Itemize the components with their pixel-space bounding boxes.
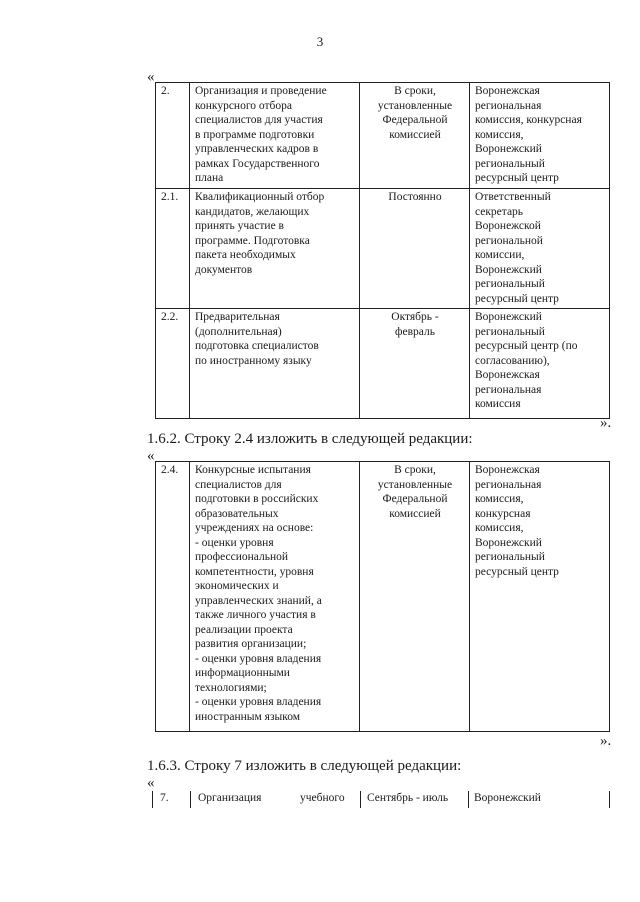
close-quote: ».: [600, 415, 612, 431]
term-cell: [360, 309, 470, 419]
cell-line: также личного участия в: [195, 609, 316, 621]
cell-line: региональный: [475, 551, 545, 563]
cell-line: Ответственный: [475, 191, 551, 203]
activity-right: учебного: [300, 792, 345, 804]
cell-line: установленные: [377, 478, 453, 491]
close-quote: ».: [600, 733, 612, 749]
cell-line: Воронежский: [475, 311, 542, 323]
cell-line: Воронежская: [475, 369, 540, 381]
table-row-2-4: [155, 461, 610, 732]
row-number: 2.2.: [156, 309, 190, 419]
activity-left: Организация: [198, 792, 262, 804]
cell-line: специалистов для: [195, 478, 282, 491]
cell-line: конкурсная: [475, 507, 531, 520]
responsible-cell: [470, 83, 610, 189]
responsible-cell: [470, 462, 610, 732]
cell-line: конкурсного отбора: [195, 99, 292, 112]
cell-line: региональная: [475, 383, 542, 396]
cell-line: Конкурсные испытания: [195, 464, 311, 476]
table-row: [156, 309, 610, 419]
cell-line: Воронежский: [475, 143, 542, 155]
cell-line: (дополнительная): [195, 325, 282, 338]
cell-line: учреждениях на основе:: [195, 522, 314, 534]
cell-line: информационными: [195, 667, 290, 679]
cell-line: региональной: [475, 234, 543, 247]
cell-line: - оценки уровня владения: [195, 652, 322, 665]
table-rows-2-2.2: [155, 82, 610, 419]
cell-line: ресурсный центр: [475, 172, 559, 184]
cell-line: реализации проекта: [195, 623, 293, 636]
activity-cell: [190, 83, 360, 189]
open-quote: «: [147, 69, 155, 85]
page-number: 3: [316, 34, 324, 49]
cell-line: комиссии,: [475, 249, 525, 261]
cell-line: управленческих знаний, а: [195, 594, 322, 607]
open-quote: «: [147, 448, 155, 464]
table-row: [156, 189, 610, 309]
cell-line: комиссией: [389, 128, 441, 141]
cell-line: иностранным языком: [195, 710, 301, 723]
row-number: 7.: [160, 792, 169, 804]
cell-line: Квалификационный отбор: [195, 191, 325, 203]
cell-line: ресурсный центр: [475, 565, 559, 578]
cell-line: развития организации;: [195, 638, 307, 650]
cell-line: рамках Государственного: [195, 157, 320, 170]
cell-line: профессиональной: [195, 551, 289, 563]
cell-line: комиссия,: [475, 128, 524, 141]
cell-line: Воронежская: [475, 85, 540, 97]
activity-cell: [190, 189, 360, 309]
row-number: 2.: [156, 83, 190, 189]
term-cell: [360, 83, 470, 189]
cell-line: плана: [195, 172, 224, 184]
term-cell: Сентябрь - июль: [367, 792, 449, 804]
term-cell: [360, 189, 470, 309]
responsible-cell: [470, 309, 610, 419]
cell-line: Организация и проведение: [195, 85, 327, 97]
cell-line: подготовка специалистов: [195, 340, 319, 352]
cell-line: Федеральной: [382, 114, 448, 126]
cell-line: В сроки,: [394, 464, 436, 476]
cell-line: специалистов для участия: [195, 114, 323, 126]
cell-line: февраль: [395, 325, 435, 338]
cell-line: компетентности, уровня: [195, 565, 314, 578]
cell-line: Предварительная: [195, 311, 280, 323]
heading-1-6-3: 1.6.3. Строку 7 изложить в следующей редакции:: [147, 758, 462, 774]
cell-line: Воронежский: [475, 536, 542, 549]
cell-line: документов: [195, 263, 253, 276]
cell-line: по иностранному языку: [195, 354, 312, 367]
cell-line: ресурсный центр (по: [475, 340, 578, 352]
cell-line: кандидатов, желающих: [195, 205, 310, 218]
cell-line: образовательных: [195, 507, 279, 520]
responsible-cell: [470, 189, 610, 309]
activity-cell: [190, 462, 360, 732]
open-quote: «: [147, 775, 155, 791]
cell-line: Воронежской: [475, 220, 541, 232]
cell-line: подготовки в российских: [195, 493, 319, 505]
table-row: [156, 462, 610, 732]
cell-line: - оценки уровня владения: [195, 696, 322, 708]
cell-line: секретарь: [475, 205, 524, 218]
cell-line: в программе подготовки: [195, 128, 315, 141]
cell-line: ресурсный центр: [475, 292, 559, 305]
cell-line: региональный: [475, 278, 545, 290]
cell-line: Федеральной: [382, 493, 448, 505]
cell-line: комиссия,: [475, 522, 524, 534]
cell-line: принять участие в: [195, 220, 284, 232]
row-number: 2.1.: [156, 189, 190, 309]
table-row: [156, 83, 610, 189]
responsible-cell: Воронежский: [474, 792, 541, 804]
cell-line: экономических и: [195, 580, 279, 592]
row-number: 2.4.: [156, 462, 190, 732]
cell-line: региональный: [475, 157, 545, 170]
cell-line: Воронежский: [475, 263, 542, 276]
cell-line: согласованию),: [475, 354, 550, 367]
cell-line: комиссия, конкурсная: [475, 114, 582, 126]
cell-line: региональная: [475, 478, 542, 491]
cell-line: Постоянно: [388, 191, 442, 203]
cell-line: Воронежская: [475, 464, 540, 476]
cell-line: региональная: [475, 99, 542, 112]
cell-line: установленные: [377, 99, 453, 112]
cell-line: комиссия,: [475, 493, 524, 505]
cell-line: управленческих кадров в: [195, 143, 319, 155]
activity-cell: [190, 309, 360, 419]
cell-line: региональный: [475, 325, 545, 338]
cell-line: технологиями;: [195, 681, 267, 694]
heading-1-6-2: 1.6.2. Строку 2.4 изложить в следующей редакции:: [147, 431, 473, 447]
cell-line: - оценки уровня: [195, 536, 274, 549]
cell-line: В сроки,: [394, 85, 436, 97]
cell-line: пакета необходимых: [195, 249, 296, 261]
table-row-7-partial: [152, 788, 614, 808]
cell-line: комиссией: [389, 507, 441, 520]
cell-line: Октябрь -: [391, 311, 439, 323]
cell-line: комиссия: [475, 398, 521, 410]
term-cell: [360, 462, 470, 732]
cell-line: программе. Подготовка: [195, 234, 310, 247]
